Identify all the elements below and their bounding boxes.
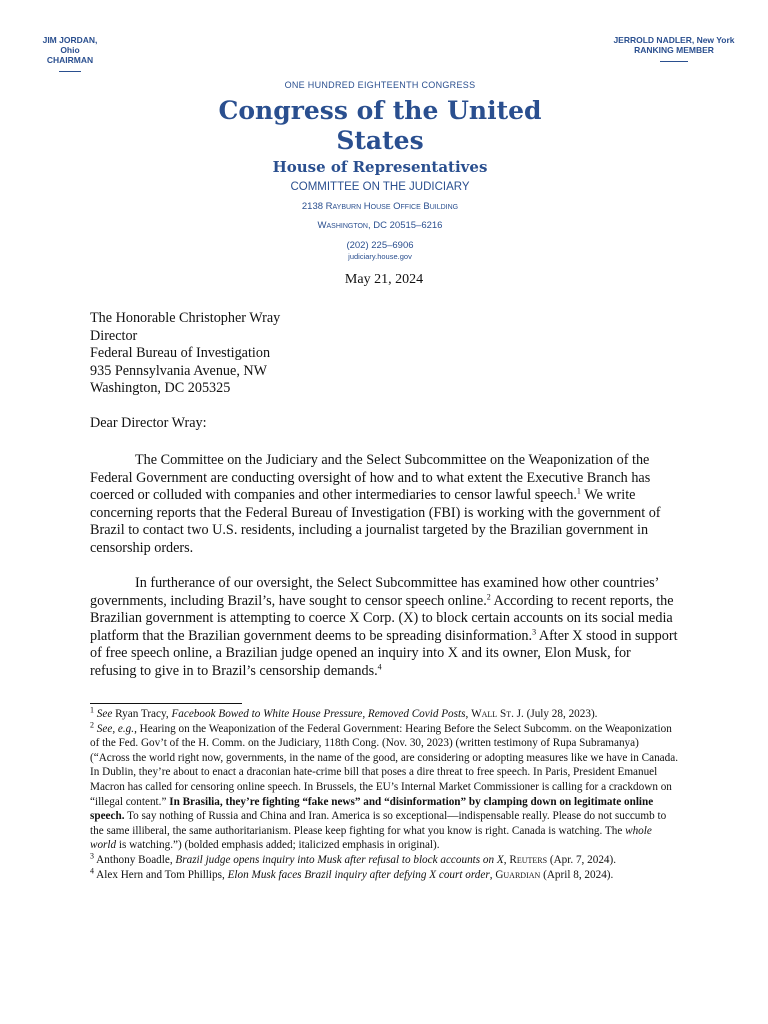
congress-title: Congress of the United States <box>218 96 542 155</box>
footnote-3: $^3$ Anthony Boadle, Brazil judge opens inquiry into Musk after refusal to block accounts on X, Reuters (Apr. 7, 2024). <box>90 851 617 866</box>
ranking-member-rule <box>660 61 688 62</box>
office-city: Washington, DC 20515–6216 <box>317 220 443 231</box>
body-paragraph-2 <box>90 575 680 681</box>
chairman-title: CHAIRMAN <box>46 55 94 65</box>
footnote-3-number: 3 <box>90 851 94 861</box>
footnote-4-publication: Guardian <box>495 868 541 881</box>
footnote-4-author: Alex Hern and Tom Phillips, <box>94 868 228 881</box>
footnote-4: $^4$ Alex Hern and Tom Phillips, Elon Musk faces Brazil inquiry after defying X court order, Guardian (April 8, 2024). <box>90 865 614 881</box>
footnote-1-signal: See <box>96 708 113 720</box>
footnote-3-publication: Reuters <box>509 853 548 866</box>
footnote-1-title: Facebook Bowed to White House Pressure, Removed Covid Posts <box>171 708 466 720</box>
footnote-ref-1: 1 <box>576 486 581 496</box>
recipient-agency: Federal Bureau of Investigation <box>90 345 271 362</box>
footnote-4-title: Elon Musk faces Brazil inquiry after defying X court order <box>227 868 490 881</box>
footnote-2-text-a: , Hearing on the Weaponization of the Federal Government: Hearing Before the Select Subcomm. on the Weaponization of the Fed. Gov’t of the H. Comm. on the Judiciary, 118th Cong. (Nov. 30, 2023) (written testimony of Rupa Subramanya) (“Across the world right now, governments, in the name of the good, are considering or adopting measures like we have in Canada. In Dublin, they’re about to enact a draconian hate-crime bill that poses a dire threat to free speech. In Paris, President Emanuel Macron has called for censoring online speech. In Brussels, the EU’s Internal Market Commissioner is calling for a crackdown on “illegal content.” <box>90 722 679 808</box>
footnote-1-date: (July 28, 2023). <box>523 708 598 720</box>
footnote-1-publication: Wall St. J. <box>471 708 524 720</box>
ranking-member-block <box>612 35 736 62</box>
recipient-title: Director <box>90 327 138 344</box>
footnote-2-signal: See, e.g. <box>96 722 135 735</box>
chairman-block <box>34 35 106 72</box>
chairman-rule <box>59 71 81 72</box>
body-paragraph-1 <box>90 452 680 558</box>
chairman-name: JIM JORDAN, Ohio <box>42 35 98 55</box>
office-phone: (202) 225–6906 <box>346 240 414 251</box>
footnote-separator <box>90 703 242 704</box>
recipient-name: The Honorable Christopher Wray <box>90 310 281 326</box>
footnote-1: $^1$ See Ryan Tracy, Facebook Bowed to White House Pressure, Removed Covid Posts, Wall St. J. (July 28, 2023). <box>90 705 598 720</box>
footnotes <box>90 707 680 882</box>
footnote-1-author: Ryan Tracy, <box>112 708 172 720</box>
footnote-ref-3: 3 <box>532 627 537 637</box>
footnote-4-date: (April 8, 2024). <box>540 868 614 881</box>
footnote-ref-4: 4 <box>377 662 382 672</box>
website: judiciary.house.gov <box>348 252 412 261</box>
footnote-2-bold: In Brasilia, they’re fighting “fake news” and “disinformation” by clamping down on legitimate online speech. <box>90 795 654 823</box>
letter-date: May 21, 2024 <box>344 272 424 287</box>
recipient-address <box>90 310 280 398</box>
footnote-3-date: (Apr. 7, 2024). <box>547 853 617 866</box>
footnote-3-author: Anthony Boadle, <box>94 853 176 866</box>
footnote-2-italic: whole world <box>90 824 652 852</box>
para2-text-c: After X stood in support of free speech online, a Brazilian judge opened an inquiry into X and its owner, Elon Musk, for refusing to give in to Brazil’s censorship demands. <box>90 627 678 679</box>
footnote-2-text-b: To say nothing of Russia and China and Iran. America is so exceptional—indispensable really. Please do not succumb to the same illiberal, the same authoritarianism. Please keep fighting for what you know is right. Canada is watching. The <box>90 810 667 837</box>
para2-text-a: In furtherance of our oversight, the Select Subcommittee has examined how other countries’ governments, including Brazil’s, have sought to censor speech online. <box>90 575 659 609</box>
house-title: House of Representatives <box>272 158 488 176</box>
office-building: 2138 Rayburn House Office Building <box>301 201 459 212</box>
footnote-1-number: 1 <box>90 705 94 715</box>
footnote-2-text-c: is watching.”) (bolded emphasis added; italicized emphasis in original). <box>116 839 440 852</box>
footnote-2 <box>90 719 680 853</box>
recipient-city: Washington, DC 205325 <box>90 380 231 397</box>
footnote-2-number: 2 <box>90 719 94 729</box>
para1-text-b: We write concerning reports that the Federal Bureau of Investigation (FBI) is working with the government of Brazil to contact two U.S. residents, including a journalist targeted by the Brazilian government in censorship orders. <box>90 487 661 556</box>
congress-number: ONE HUNDRED EIGHTEENTH CONGRESS <box>284 80 476 90</box>
para1-text-a: The Committee on the Judiciary and the Select Subcommittee on the Weaponization of the Federal Government are conducting oversight of how and to what extent the Executive Branch has coerced or colluded with companies and other intermediaries to censor lawful speech. <box>90 452 651 504</box>
footnote-3-title: Brazil judge opens inquiry into Musk after refusal to block accounts on X <box>175 853 504 866</box>
ranking-member-name: JERROLD NADLER, New York <box>613 35 735 45</box>
para2-text-b: According to recent reports, the Brazilian government is attempting to coerce X Corp. (X) to block certain accounts on its social media platform that the Brazilian government deems to be spreading disinformation. <box>90 592 674 644</box>
salutation: Dear Director Wray: <box>90 415 207 431</box>
letterhead <box>180 80 580 261</box>
ranking-member-title: RANKING MEMBER <box>634 45 714 55</box>
recipient-street: 935 Pennsylvania Avenue, NW <box>90 362 268 379</box>
footnote-4-number: 4 <box>90 865 94 875</box>
footnote-ref-2: 2 <box>486 591 491 601</box>
committee-name: COMMITTEE ON THE JUDICIARY <box>290 181 470 193</box>
